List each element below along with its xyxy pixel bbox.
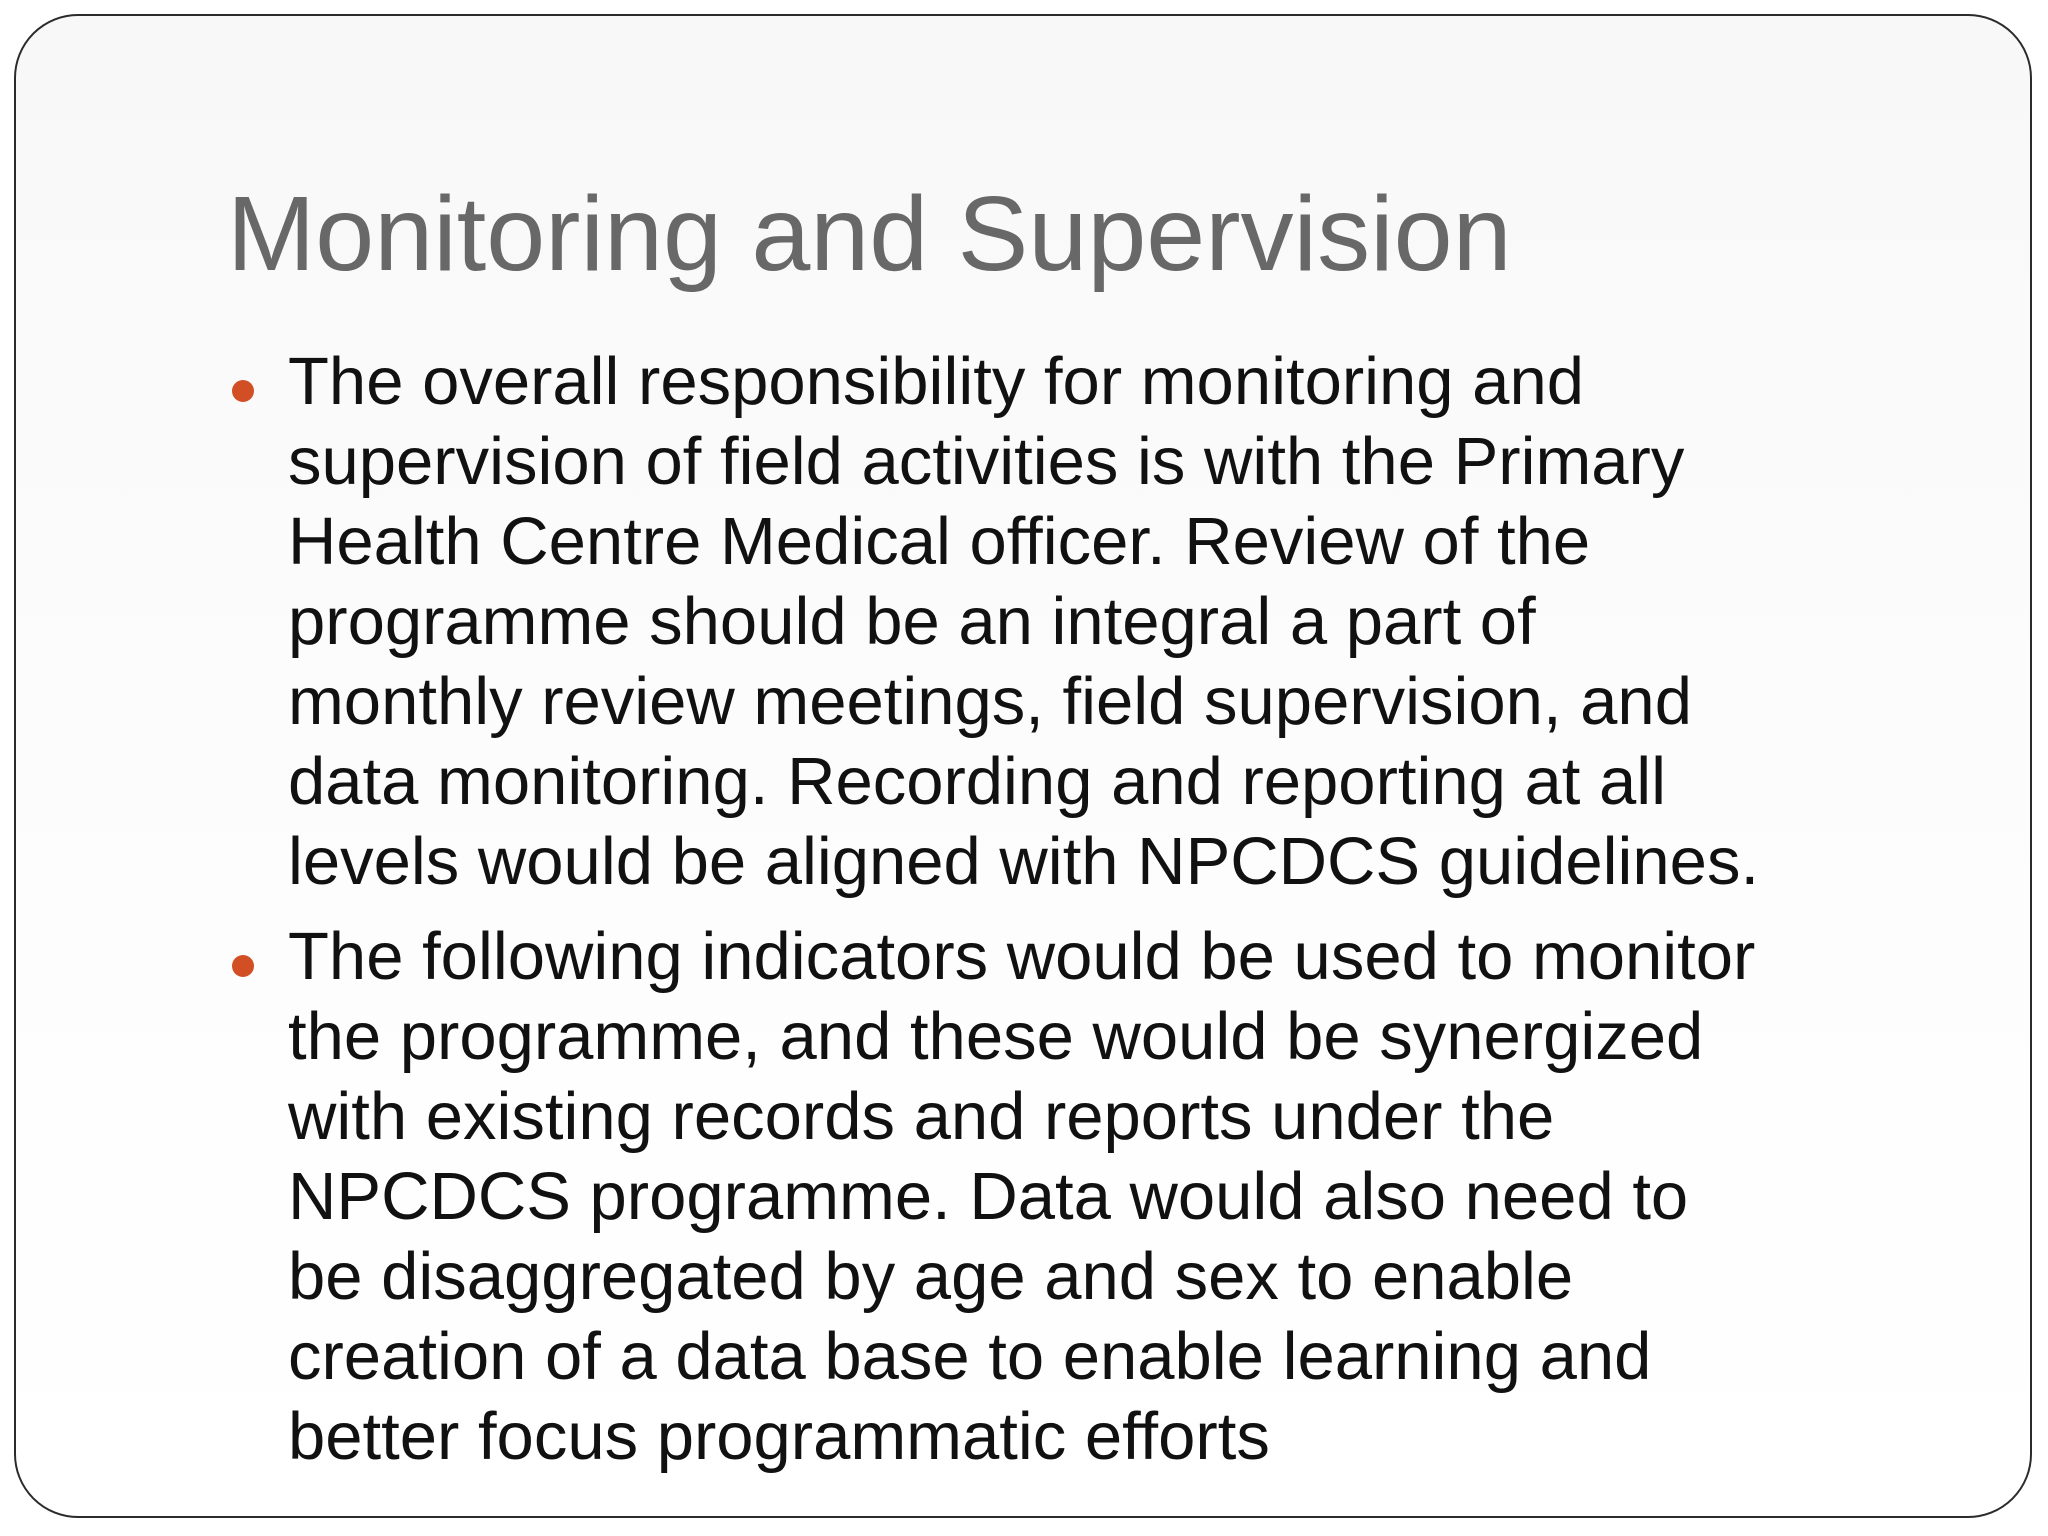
- bullet-line: Health Centre Medical officer. Review of the: [288, 504, 1591, 579]
- bullet-list: [232, 342, 2012, 1492]
- bullet-line: monthly review meetings, field supervision, and: [288, 664, 1692, 739]
- bullet-text: [288, 342, 2012, 902]
- bullet-text: [288, 917, 2012, 1477]
- bullet-line: The overall responsibility for monitoring and: [288, 344, 1584, 419]
- slide-title: Monitoring and Supervision: [227, 175, 1512, 293]
- bullet-item: [232, 917, 2012, 1477]
- bullet-line: levels would be aligned with NPCDCS guidelines.: [288, 824, 1760, 899]
- bullet-line: programme should be an integral a part of: [288, 584, 1536, 659]
- bullet-line: with existing records and reports under the: [288, 1079, 1555, 1154]
- bullet-line: NPCDCS programme. Data would also need to: [288, 1159, 1689, 1234]
- bullet-item: [232, 342, 2012, 902]
- slide: [14, 14, 2032, 1518]
- bullet-dot-icon: [232, 380, 254, 402]
- bullet-line: better focus programmatic efforts: [288, 1399, 1270, 1474]
- bullet-line: be disaggregated by age and sex to enable: [288, 1239, 1574, 1314]
- bullet-dot-icon: [232, 955, 254, 977]
- bullet-line: creation of a data base to enable learning and: [288, 1319, 1652, 1394]
- bullet-line: supervision of field activities is with the Primary: [288, 424, 1685, 499]
- bullet-line: the programme, and these would be synergized: [288, 999, 1704, 1074]
- bullet-line: data monitoring. Recording and reporting at all: [288, 744, 1667, 819]
- bullet-line: The following indicators would be used to monitor: [288, 919, 1756, 994]
